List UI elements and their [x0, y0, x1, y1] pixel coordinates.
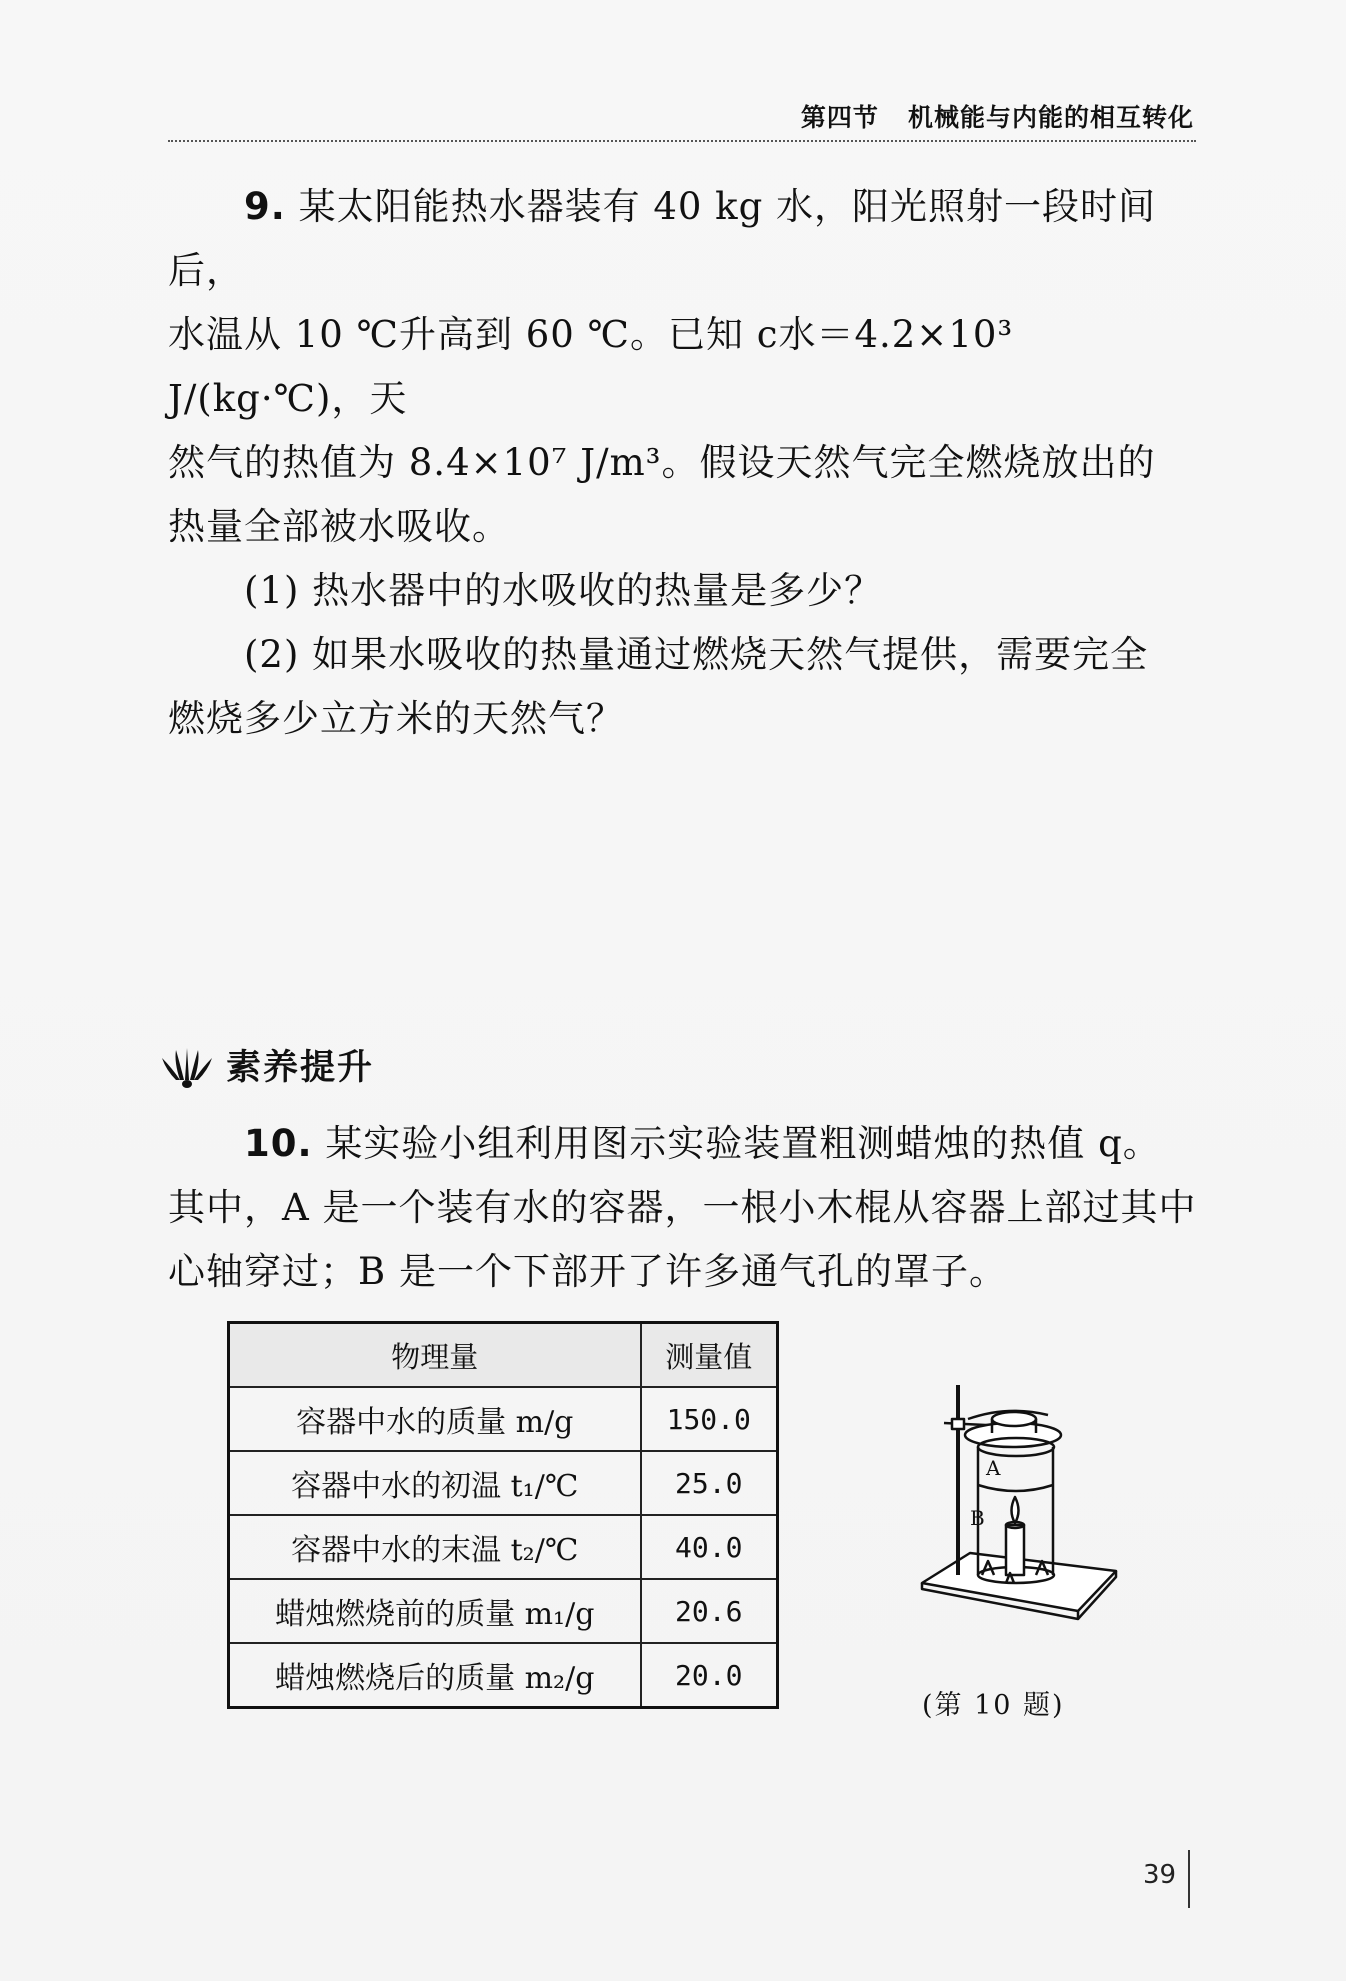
- header-title: 机械能与内能的相互转化: [907, 103, 1194, 132]
- page-number-rule: [1188, 1850, 1190, 1908]
- q10-line2: 其中，A 是一个装有水的容器，一根小木棍从容器上部过其中: [168, 1186, 1197, 1229]
- table-cell-quantity: 容器中水的末温 t₂/℃: [229, 1515, 641, 1579]
- question-10: [168, 1112, 1198, 1304]
- label-a: A: [986, 1456, 1001, 1480]
- table-header: 测量值: [641, 1323, 778, 1388]
- q10-number: 10.: [244, 1122, 313, 1165]
- running-header: [168, 92, 1196, 142]
- header-section: 第四节: [800, 103, 879, 132]
- q10-line1: 某实验小组利用图示实验装置粗测蜡烛的热值 q。: [325, 1122, 1161, 1165]
- table-row: [229, 1515, 778, 1579]
- figure-caption: (第 10 题): [922, 1690, 1065, 1721]
- table-cell-quantity: 蜡烛燃烧前的质量 m₁/g: [229, 1579, 641, 1643]
- table-row: [229, 1387, 778, 1451]
- table-cell-quantity: 容器中水的质量 m/g: [229, 1387, 641, 1451]
- table-row: [229, 1643, 778, 1708]
- q9-number: 9.: [244, 185, 286, 228]
- table-row: [229, 1579, 778, 1643]
- q9-part2-line2: 燃烧多少立方米的天然气？: [168, 697, 624, 740]
- measurement-table: [227, 1321, 779, 1709]
- table-header: 物理量: [229, 1323, 641, 1388]
- table-cell-quantity: 容器中水的初温 t₁/℃: [229, 1451, 641, 1515]
- table-row: [229, 1451, 778, 1515]
- apparatus-figure: [908, 1375, 1128, 1625]
- q9-part1: (1) 热水器中的水吸收的热量是多少？: [244, 569, 883, 612]
- q10-line3: 心轴穿过；B 是一个下部开了许多通气孔的罩子。: [168, 1250, 1007, 1293]
- table-cell-value: 20.6: [641, 1579, 778, 1643]
- question-9: [168, 175, 1198, 751]
- table-cell-value: 150.0: [641, 1387, 778, 1451]
- table-cell-value: 25.0: [641, 1451, 778, 1515]
- table-cell-quantity: 蜡烛燃烧后的质量 m₂/g: [229, 1643, 641, 1708]
- table-cell-value: 40.0: [641, 1515, 778, 1579]
- table-cell-value: 20.0: [641, 1643, 778, 1708]
- q9-line1-row: [168, 175, 1198, 303]
- q9-line4: 热量全部被水吸收。: [168, 505, 510, 548]
- page-number: 39: [1143, 1860, 1177, 1890]
- q9-part2-line1: (2) 如果水吸收的热量通过燃烧天然气提供，需要完全: [244, 633, 1149, 676]
- q9-line2: 水温从 10 ℃升高到 60 ℃。已知 c水＝4.2×10³ J/(kg·℃)，天: [168, 313, 1014, 420]
- table-header-row: [229, 1323, 778, 1388]
- section-title: 素养提升: [226, 1048, 375, 1088]
- sprout-icon: [160, 1040, 214, 1090]
- label-b: B: [970, 1506, 985, 1530]
- q9-line3: 然气的热值为 8.4×10⁷ J/m³。假设天然气完全燃烧放出的: [168, 441, 1156, 484]
- q10-line1-row: [168, 1112, 1198, 1176]
- section-heading: [160, 1035, 374, 1095]
- q9-line1: 某太阳能热水器装有 40 kg 水，阳光照射一段时间后，: [168, 185, 1157, 292]
- header-text: [801, 98, 1194, 134]
